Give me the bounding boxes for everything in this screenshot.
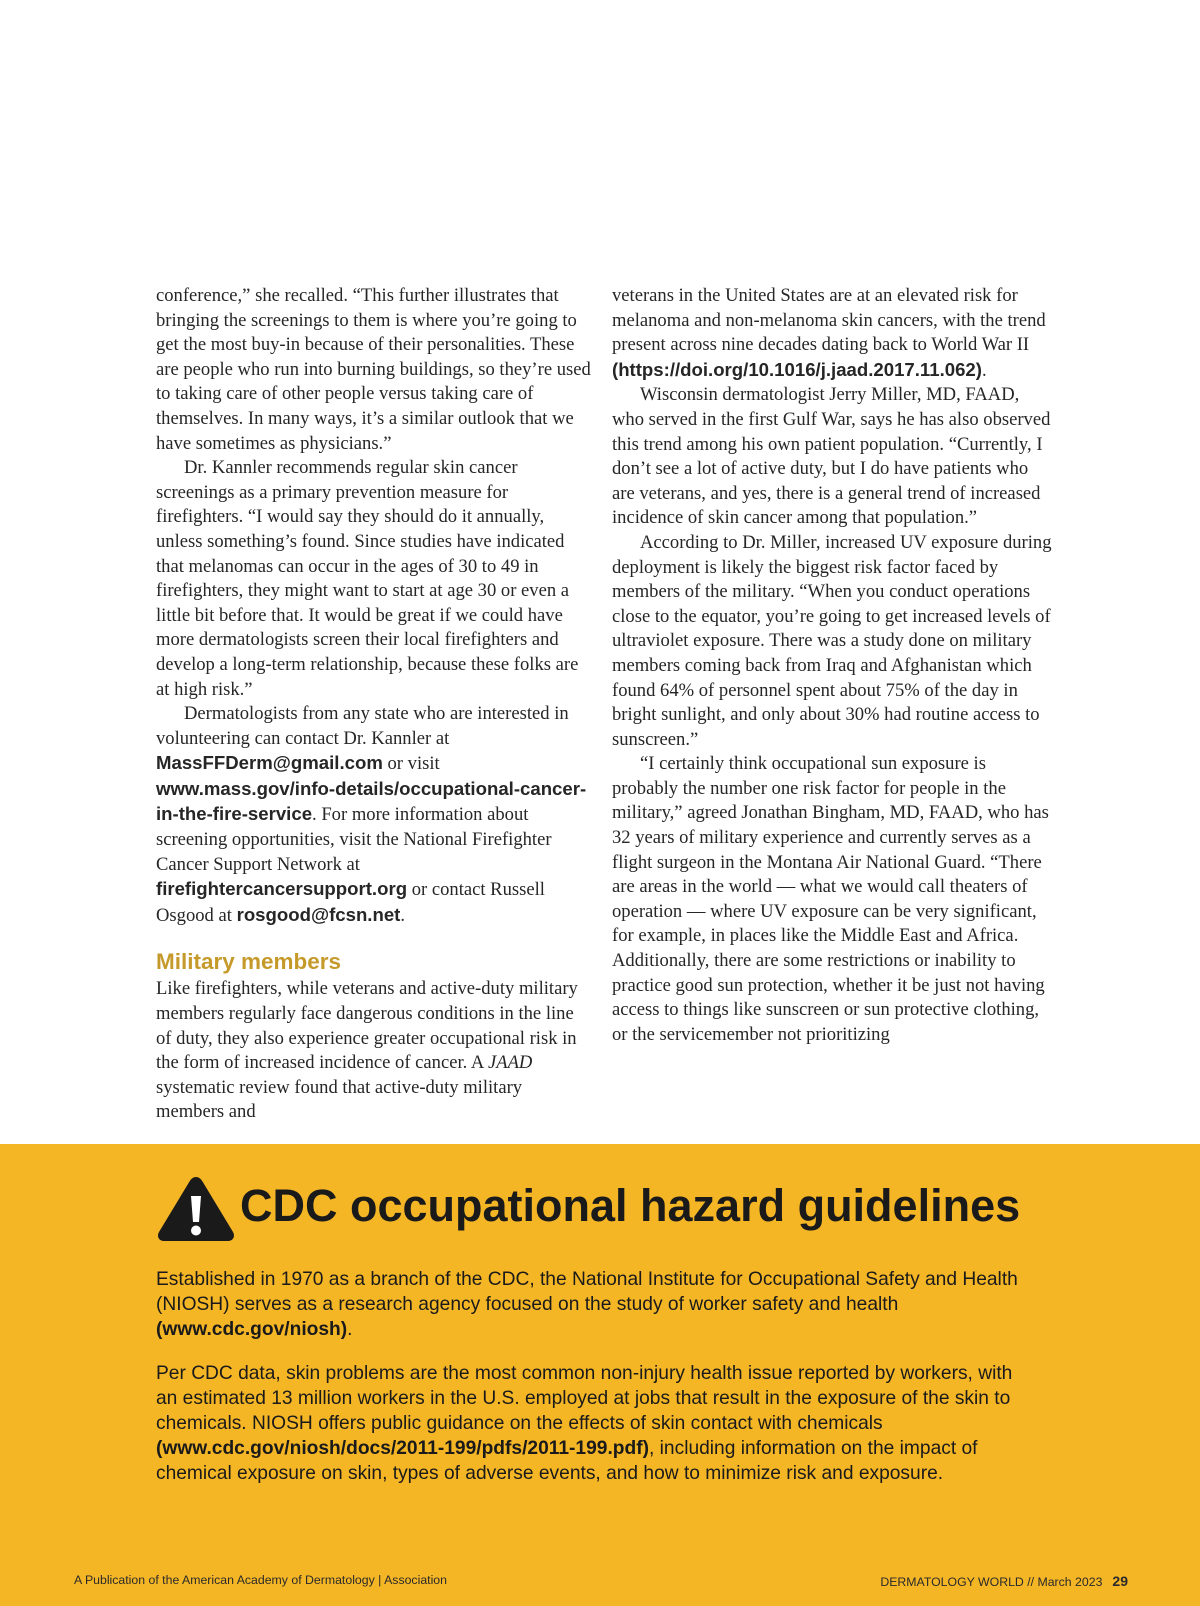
paragraph: veterans in the United States are at an elevated risk for melanoma and non-melanoma skin cancers, with the trend present across nine decades dating back to World War II (https://doi.org/10.1016/j.jaad.2017.11.062). [612, 285, 1046, 381]
page-number: 29 [1112, 1573, 1128, 1589]
doi-link[interactable]: (https://doi.org/10.1016/j.jaad.2017.11.062) [612, 358, 982, 380]
sidebar-paragraph: Per CDC data, skin problems are the most common non-injury health issue reported by workers, with an estimated 13 million workers in the U.S. employed at jobs that result in the exposure of the skin to chemicals. NIOSH offers public guidance on the effects of skin contact with chemicals (www.cdc.gov/niosh/docs/2011-199/pdfs/2011-199.pdf), including information on the impact of chemical exposure on skin, types of adverse events, and how to minimize risk and exposure. [156, 1363, 1013, 1484]
magazine-issue: DERMATOLOGY WORLD // March 2023 [880, 1575, 1103, 1589]
sidebar-header [156, 1172, 1116, 1244]
paragraph: “I certainly think occupational sun exposure is probably the number one risk factor for people in the military,” agreed Jonathan Bingham, MD, FAAD, who has 32 years of military experience and currently serves as a flight surgeon in the Montana Air National Guard. “There are areas in the world — what we would call theaters of operation — where UV exposure can be very significant, for example, in places like the Middle East and Africa. Additionally, there are some restrictions or inability to practice good sun protection, whether it be just not having access to things like sunscreen or sun protective clothing, or the servicemember not prioritizing [612, 753, 1049, 1045]
paragraph: Dr. Kannler recommends regular skin cancer screenings as a primary prevention measure for firefighters. “I would say they should do it annually, unless something’s found. Since studies have indicated that melanomas can occur in the ages of 30 to 49 in firefighters, they might want to start at age 30 or even a little bit before that. It would be great if we could have more dermatologists screen their local firefighters and develop a long-term relationship, because these folks are at high risk.” [156, 457, 579, 700]
magazine-info [880, 1573, 1128, 1589]
paragraph: Like firefighters, while veterans and active-duty military members regularly face dangerous conditions in the line of duty, they also experience greater occupational risk in the form of increased incidence of cancer. A JAAD systematic review found that active-duty military members and [156, 978, 578, 1123]
sidebar-paragraph: Established in 1970 as a branch of the CDC, the National Institute for Occupational Safety and Health (NIOSH) serves as a research agency focused on the study of worker safety and health (www.cdc.gov/niosh). [156, 1269, 1018, 1340]
section-subhead: Military members [156, 949, 342, 975]
url-link-fcsn[interactable]: firefightercancersupport.org [156, 878, 408, 900]
warning-triangle-icon [156, 1174, 236, 1244]
article-right-column [612, 284, 1052, 1047]
paragraph: conference,” she recalled. “This further illustrates that bringing the screenings to them is where you’re going to get the most buy-in because of their personalities. These are people who run into burning buildings, so they’re used to taking care of other people versus taking care of themselves. In many ways, it’s a similar outlook that we have sometimes as physicians.” [156, 285, 591, 454]
paragraph: Wisconsin dermatologist Jerry Miller, MD, FAAD, who served in the first Gulf War, says he has also observed this trend among his own patient population. “Currently, I don’t see a lot of active duty, but I do have patients who are veterans, and yes, there is a general trend of increased incidence of skin cancer among that population.” [612, 384, 1051, 529]
email-link-massffderm[interactable]: MassFFDerm@gmail.com [156, 752, 383, 774]
cdc-sidebar-box [0, 1144, 1200, 1606]
url-link-mass-gov[interactable]: www.mass.gov/info-details/occupational-cancer-in-the-fire-service [156, 777, 587, 825]
publication-credit: A Publication of the American Academy of Dermatology | Association [74, 1573, 447, 1587]
sidebar-title: CDC occupational hazard guidelines [240, 1180, 1021, 1231]
paragraph-contact: Dermatologists from any state who are interested in volunteering can contact Dr. Kannler at MassFFDerm@gmail.com or visit www.mass.gov/info-details/occupational-cancer-in-the-fire-service. For more information about screening opportunities, visit the National Firefighter Cancer Support Network at firefightercancersupport.org or contact Russell Osgood at rosgood@fcsn.net. [156, 703, 587, 926]
sidebar-body [156, 1268, 1036, 1506]
article-left-column [156, 284, 591, 1125]
journal-name: JAAD [487, 1052, 533, 1074]
email-link-rosgood[interactable]: rosgood@fcsn.net [236, 903, 401, 925]
niosh-link[interactable]: (www.cdc.gov/niosh) [156, 1318, 348, 1340]
niosh-docs-link[interactable]: (www.cdc.gov/niosh/docs/2011-199/pdfs/2011-199.pdf) [156, 1437, 649, 1459]
paragraph: According to Dr. Miller, increased UV exposure during deployment is likely the biggest risk factor faced by members of the military. “When you conduct operations close to the equator, you’re going to get increased levels of ultraviolet exposure. There was a study done on military members coming back from Iraq and Afghanistan which found 64% of personnel spent about 75% of the day in bright sunlight, and only about 30% had routine access to sunscreen.” [612, 531, 1052, 750]
